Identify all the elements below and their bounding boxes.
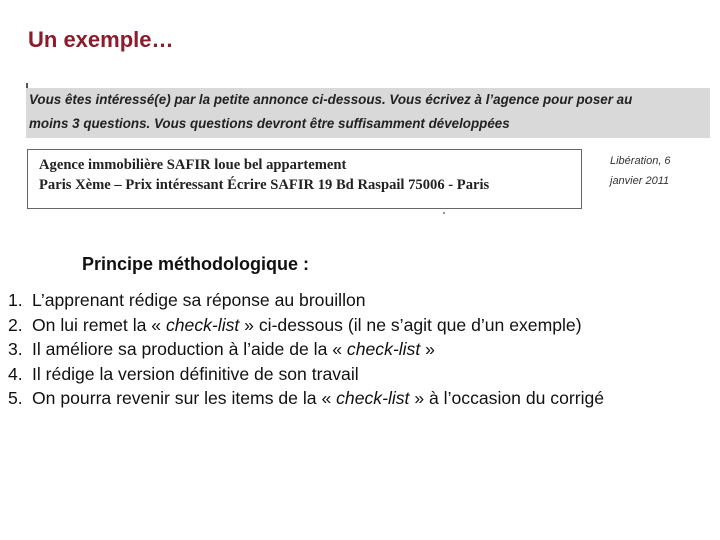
scan-artifact-dot	[443, 212, 445, 214]
step-number: 4.	[8, 363, 23, 384]
step-text: On lui remet la «	[32, 314, 166, 335]
instruction-line-2: moins 3 questions. Vous questions devront être suffisamment développées	[29, 116, 510, 131]
step-italic-term: check-list	[336, 388, 410, 408]
instruction-banner	[26, 88, 710, 138]
ad-line-2: Paris Xème – Prix intéressant Écrire SAFIR 19 Bd Raspail 75006 - Paris	[39, 177, 490, 193]
step-italic-term: check-list	[346, 339, 421, 359]
source-line-2: janvier 2011	[610, 175, 670, 187]
method-steps-list	[8, 288, 604, 411]
method-step	[8, 337, 604, 362]
method-step	[8, 362, 604, 387]
step-number: 1.	[8, 290, 23, 310]
step-number: 3.	[8, 339, 23, 359]
source-line-1: Libération, 6	[610, 155, 671, 167]
slide-title: Un exemple…	[28, 27, 174, 52]
step-text-end: »	[420, 339, 435, 359]
step-text-end: » ci-dessous (il ne s’agit que d’un exemple)	[239, 314, 582, 335]
classified-ad-box	[27, 149, 582, 209]
step-number: 5.	[8, 388, 23, 408]
method-step	[8, 313, 604, 338]
step-text: L’apprenant rédige sa réponse au brouillon	[32, 290, 366, 310]
ad-line-1: Agence immobilière SAFIR loue bel appartement	[39, 157, 347, 173]
instruction-line-1: Vous êtes intéressé(e) par la petite annonce ci-dessous. Vous écrivez à l’agence pour poser au	[29, 92, 633, 107]
method-step	[8, 386, 604, 411]
step-text-end: » à l’occasion du corrigé	[409, 388, 605, 408]
step-number: 2.	[8, 314, 23, 335]
step-text: Il améliore sa production à l’aide de la «	[32, 339, 347, 359]
step-text: On pourra revenir sur les items de la «	[32, 388, 337, 408]
principle-heading: Principe méthodologique :	[82, 254, 310, 274]
step-italic-term: check-list	[165, 314, 240, 335]
method-step	[8, 288, 604, 313]
step-text: Il rédige la version définitive de son travail	[32, 363, 359, 384]
ad-source	[610, 151, 671, 191]
